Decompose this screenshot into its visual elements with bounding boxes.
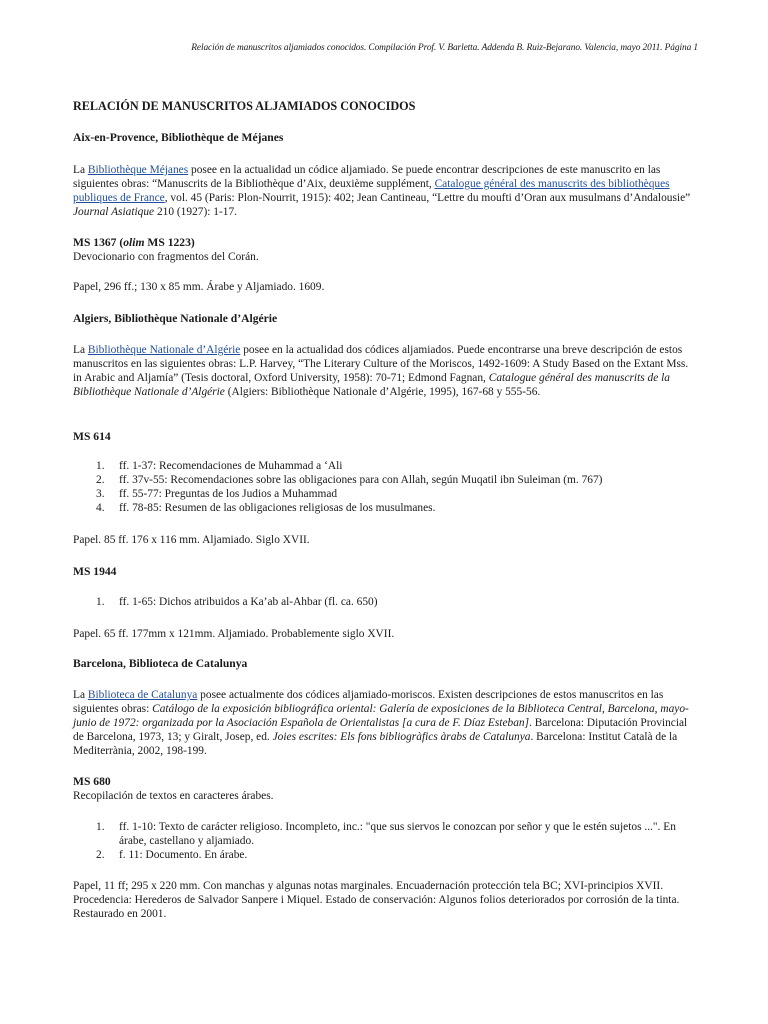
list-number: 2.: [96, 474, 105, 486]
book-title: Joies escrites: Els fons bibliogràfics àrabs de Catalunya: [272, 731, 531, 743]
list-number: 1.: [96, 460, 105, 472]
ms-1944-contents: [73, 595, 698, 609]
ms-heading-614: MS 614: [73, 430, 111, 443]
ms-614-contents: [73, 459, 698, 515]
ms-heading-1367: [73, 236, 698, 250]
section-intro-algiers: [73, 343, 698, 399]
ms-physical-1944: Papel. 65 ff. 177mm x 121mm. Aljamiado. Probablemente siglo XVII.: [73, 628, 395, 640]
list-text: ff. 78-85: Resumen de las obligaciones religiosas de los musulmanes.: [119, 502, 436, 514]
intro-text: La: [73, 689, 88, 701]
ms-description-680: Recopilación de textos en caracteres árabes.: [73, 790, 274, 802]
ms-label-olim: olim: [123, 236, 145, 249]
ms-label: MS 1367 (: [73, 236, 124, 249]
intro-text: . Barcelona: Institut Català de la Mediterrània, 2002, 198-199.: [73, 731, 678, 757]
list-text: ff. 1-65: Dichos atribuidos a Ka’ab al-Ahbar (fl. ca. 650): [119, 596, 378, 608]
list-number: 4.: [96, 502, 105, 514]
section-heading-barcelona: Barcelona, Biblioteca de Catalunya: [73, 657, 248, 670]
intro-text: La: [73, 164, 88, 176]
list-number: 1.: [96, 821, 105, 833]
section-heading-aix: Aix-en-Provence, Bibliothèque de Méjanes: [73, 131, 284, 144]
intro-text: (Algiers: Bibliothèque Nationale d’Algérie, 1995), 167-68 y 555-56.: [224, 386, 541, 398]
page-title: RELACIÓN DE MANUSCRITOS ALJAMIADOS CONOCIDOS: [73, 99, 416, 113]
link-bibliotheque-nationale-algerie[interactable]: Bibliothèque Nationale d’Algérie: [87, 344, 241, 356]
catalogue-title: Catalogue général des manuscrits de la Bibliothèque Nationale d’Algérie: [73, 372, 671, 398]
list-number: 3.: [96, 488, 105, 500]
list-number: 2.: [96, 849, 105, 861]
list-item: [73, 501, 698, 515]
list-item: [73, 459, 698, 473]
running-header: Relación de manuscritos aljamiados conocidos. Compilación Prof. V. Barletta. Addenda B. Ruiz-Bejarano. Valencia, mayo 2011. Página 1: [191, 43, 698, 53]
intro-text: . Barcelona: Diputación Provincial de Barcelona, 1973, 13; y Giralt, Josep, ed.: [73, 717, 688, 743]
catalogue-title: Catálogo de la exposición bibliográfica oriental: Galería de exposiciones de la Biblioteca Central, Barcelona, mayo-junio de 1972: organizada por la Asociación Española de Orientalistas [a cura de F. Díaz Esteban]: [73, 703, 689, 729]
ms-heading-1944: MS 1944: [73, 565, 117, 578]
link-catalogue-general[interactable]: Catalogue général des manuscrits des bibliothèques publiques de France: [73, 178, 670, 204]
section-intro-barcelona: [73, 688, 698, 758]
list-item: [73, 595, 698, 609]
link-biblioteca-de-catalunya[interactable]: Biblioteca de Catalunya: [87, 689, 198, 701]
list-text: ff. 37v-55: Recomendaciones sobre las obligaciones para con Allah, según Muqatil ibn Suleiman (m. 767): [119, 474, 603, 486]
ms-680-contents: [73, 820, 698, 862]
ms-physical-680: Papel, 11 ff; 295 x 220 mm. Con manchas y algunas notas marginales. Encuadernación protección tela BC; XVI-principios XVII. Procedencia: Herederos de Salvador Sanpere i Miquel. Estado de conservación: Algunos folios deteriorados por corrosión de la tinta. Restaurado en 2001.: [73, 880, 680, 920]
intro-text: posee en la actualidad dos códices aljamiados. Puede encontrarse una breve descripción de estos manuscritos en las siguientes obras: L.P. Harvey, “The Literary Culture of the Moriscos, 1492-1609: A Study Based on the Extant Mss. in Arabic and Aljamía” (Tesis doctoral, Oxford University, 1958): 70-71; Edmond Fagnan,: [73, 344, 689, 384]
list-text: ff. 55-77: Preguntas de los Judios a Muhammad: [119, 488, 338, 500]
list-item: [73, 473, 698, 487]
intro-text: La: [73, 344, 88, 356]
ms-label: MS 1223): [144, 236, 195, 249]
list-text: f. 11: Documento. En árabe.: [119, 849, 248, 861]
ms-physical-1367: Papel, 296 ff.; 130 x 85 mm. Árabe y Aljamiado. 1609.: [73, 281, 325, 293]
list-text: ff. 1-10: Texto de carácter religioso. Incompleto, inc.: "que sus siervos le conozcan por señor y que le estén sujetos ...". En árabe, castellano y aljamiado.: [119, 821, 676, 847]
section-heading-algiers: Algiers, Bibliothèque Nationale d’Algérie: [73, 312, 278, 325]
intro-text: posee actualmente dos códices aljamiado-moriscos. Existen descripciones de estos manuscritos en las siguientes obras:: [73, 689, 664, 715]
list-item: [73, 848, 698, 862]
list-item: [73, 487, 698, 501]
ms-heading-680: MS 680: [73, 775, 111, 788]
section-intro-aix: [73, 163, 698, 219]
ms-physical-614: Papel. 85 ff. 176 x 116 mm. Aljamiado. Siglo XVII.: [73, 534, 310, 546]
link-bibliotheque-mejanes[interactable]: Bibliothèque Méjanes: [87, 164, 189, 176]
intro-text: 210 (1927): 1-17.: [154, 206, 237, 218]
list-text: ff. 1-37: Recomendaciones de Muhammad a ‘Ali: [119, 460, 343, 472]
journal-title: Journal Asiatique: [73, 206, 155, 218]
ms-description-1367: Devocionario con fragmentos del Corán.: [73, 251, 259, 263]
list-item: [73, 820, 698, 848]
intro-text: posee en la actualidad un códice aljamiado. Se puede encontrar descripciones de este manuscrito en las siguientes obras: “Manuscrits de la Bibliothèque d’Aix, deuxième supplément,: [73, 164, 661, 190]
intro-text: , vol. 45 (Paris: Plon-Nourrit, 1915): 402; Jean Cantineau, “Lettre du moufti d’Oran aux musulmans d’Andalousie”: [164, 192, 691, 204]
list-number: 1.: [96, 596, 105, 608]
